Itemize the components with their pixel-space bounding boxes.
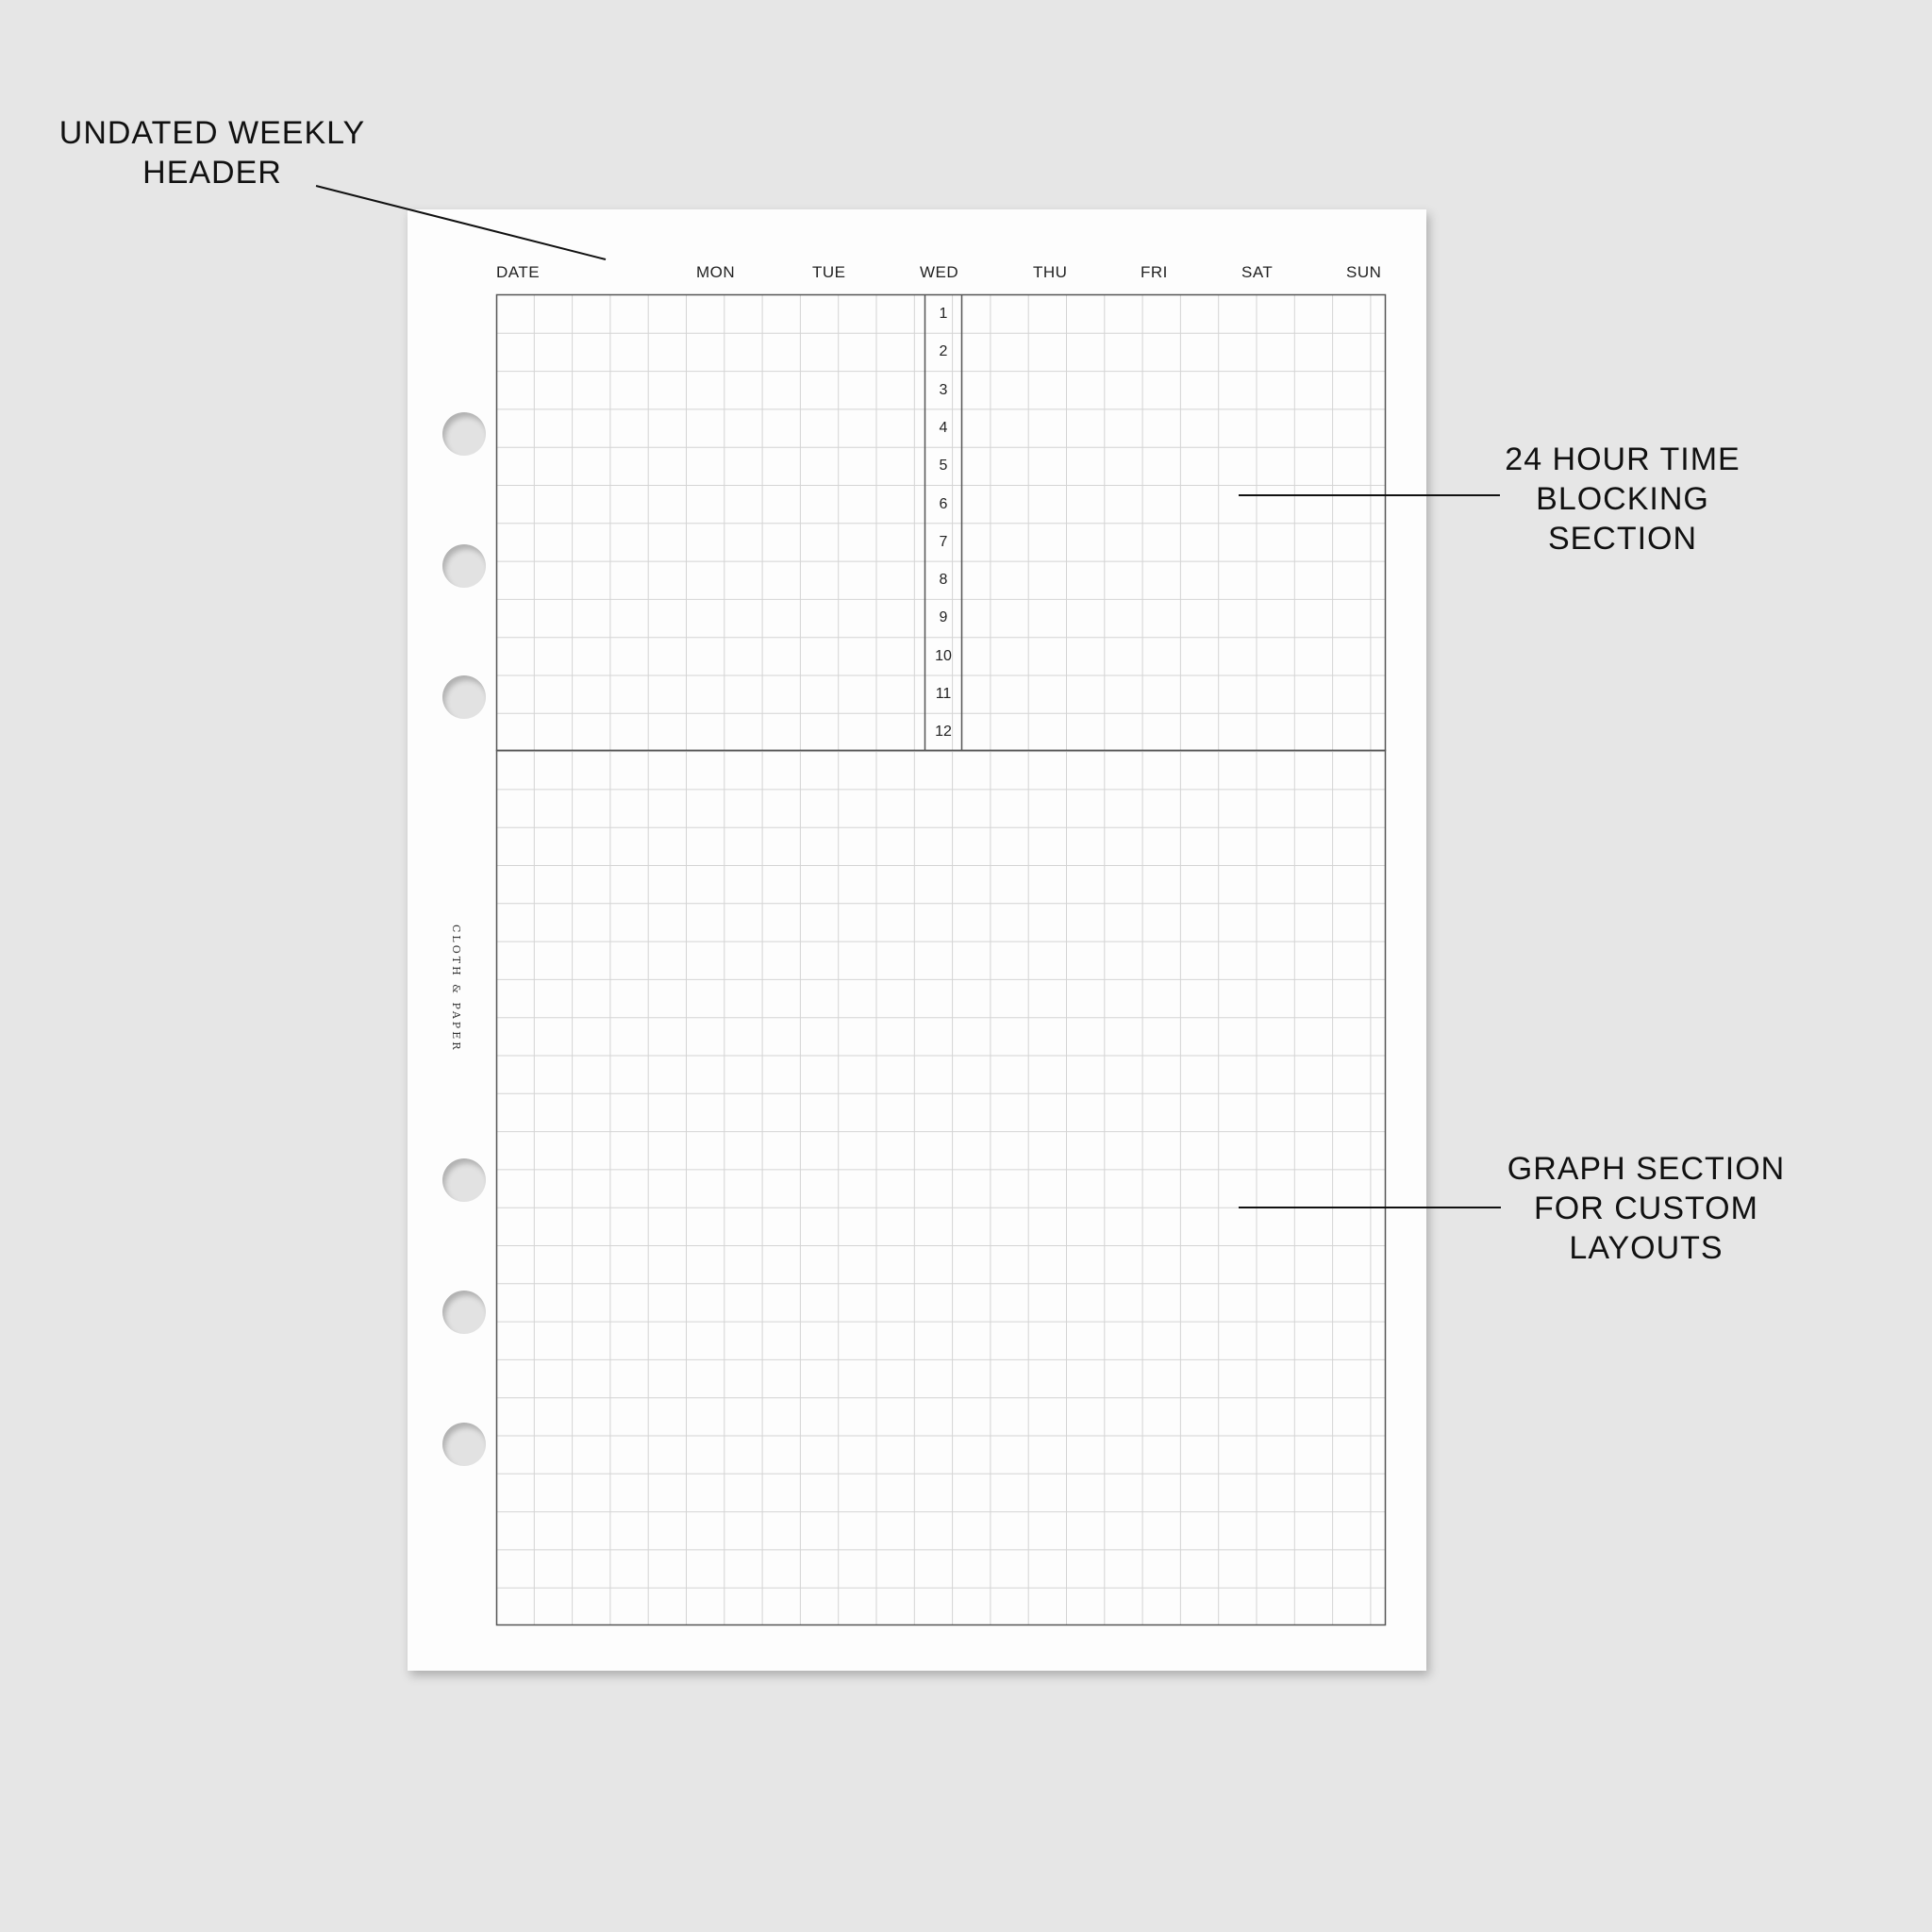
hour-number: 6 bbox=[939, 495, 948, 512]
date-label: DATE bbox=[496, 263, 541, 281]
hour-number: 2 bbox=[939, 343, 948, 360]
day-label-sun: SUN bbox=[1346, 263, 1382, 281]
hour-number: 12 bbox=[935, 724, 952, 741]
hour-number: 1 bbox=[939, 306, 948, 322]
callout-line: FOR CUSTOM bbox=[1534, 1191, 1758, 1226]
hour-number: 8 bbox=[939, 572, 948, 589]
callout-line: UNDATED WEEKLY bbox=[58, 115, 366, 151]
day-label-sat: SAT bbox=[1241, 263, 1274, 281]
day-label-wed: WED bbox=[920, 263, 959, 281]
hour-number: 10 bbox=[935, 647, 952, 664]
day-label-fri: FRI bbox=[1141, 263, 1168, 281]
day-label-mon: MON bbox=[696, 263, 736, 281]
day-label-thu: THU bbox=[1033, 263, 1068, 281]
hour-number: 9 bbox=[939, 609, 948, 626]
callout-line: SECTION bbox=[1547, 521, 1698, 557]
hour-number: 3 bbox=[939, 381, 948, 398]
callout-line: HEADER bbox=[142, 155, 282, 191]
hour-number: 5 bbox=[939, 458, 948, 475]
graph-section-border bbox=[497, 751, 1386, 1625]
hour-number: 4 bbox=[939, 419, 948, 436]
hour-number: 7 bbox=[939, 533, 948, 550]
callout-line: BLOCKING bbox=[1536, 481, 1709, 517]
hour-number: 11 bbox=[935, 686, 952, 702]
callout-line: 24 HOUR TIME bbox=[1505, 441, 1740, 477]
brand-mark: CLOTH & PAPER bbox=[450, 924, 462, 1053]
day-label-tue: TUE bbox=[812, 263, 846, 281]
callout-line: LAYOUTS bbox=[1569, 1230, 1724, 1266]
callout-line: GRAPH SECTION bbox=[1507, 1151, 1786, 1187]
